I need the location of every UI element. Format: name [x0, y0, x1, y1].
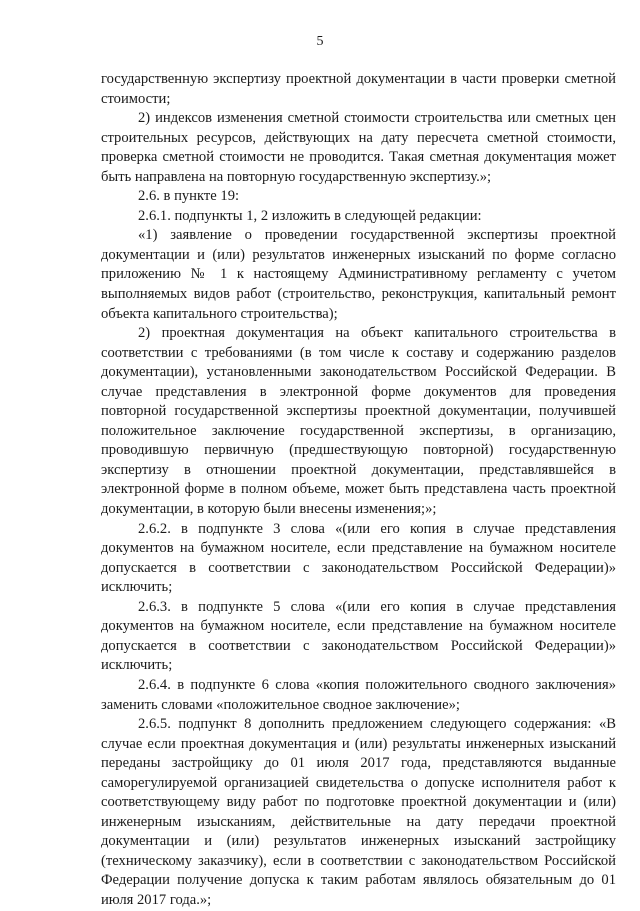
paragraph-subitem-1-application: «1) заявление о проведении государственной экспертизы проектной документации и (или) результатов инженерных изысканий по форме согласно приложению № 1 к настоящему Административному регламенту с учетом выполняемых видов работ (строительство, реконструкция, капитальный ремонт объекта капитального строительства); [101, 227, 616, 322]
paragraph-subitem-2-project-docs: 2) проектная документация на объект капитального строительства в соответствии с требованиями (в том числе к составу и содержанию разделов документации), установленными законодательством Российской Федерации. В случае представления в электронной форме документов для проведения повторной государственной экспертизы проектной документации, получившей положительное заключение государственной экспертизы, в организацию, проводившую первичную (предшествующую повторной) государственную экспертизу в отношении проектной документации, представлявшейся в электронной форме в полном объеме, может быть представлена часть проектной документации, в которую были внесены изменения;»; [101, 325, 616, 518]
page-number: 5 [316, 34, 324, 49]
paragraph-2-6-2: 2.6.2. в подпункте 3 слова «(или его копия в случае представления документов на бумажном носителе, если представление на бумажном носителе допускается в соответствии с законодательством Российской Федерации)» исключить; [101, 520, 616, 596]
paragraph-2-6-3: 2.6.3. в подпункте 5 слова «(или его копия в случае представления документов на бумажном носителе, если представление на бумажном носителе допускается в соответствии с законодательством Российской Федерации)» исключить; [101, 598, 616, 674]
paragraph-item-2-indexes: 2) индексов изменения сметной стоимости строительства или сметных цен строительных ресурсов, действующих на дату пересчета сметной стоимости, проверка сметной стоимости не проводится. Такая сметная документация может быть направлена на повторную государственную экспертизу.»; [101, 110, 616, 185]
paragraph-continuation: государственную экспертизу проектной документации в части проверки сметной стоимости; [101, 71, 616, 107]
paragraph-2-6-4: 2.6.4. в подпункте 6 слова «копия положительного сводного заключения» заменить словами «положительное сводное заключение»; [101, 676, 616, 713]
paragraph-2-6-1: 2.6.1. подпункты 1, 2 изложить в следующей редакции: [138, 207, 482, 224]
paragraph-2-6: 2.6. в пункте 19: [138, 188, 240, 205]
paragraph-2-6-5: 2.6.5. подпункт 8 дополнить предложением следующего содержания: «В случае если проектная документация и (или) результаты инженерных изысканий переданы застройщику до 01 июля 2017 года, представляются выданные саморегулируемой организацией свидетельства о допуске исполнителя работ к соответствующему виду работ по подготовке проектной документации и (или) инженерным изысканиям, действительные на дату передачи проектной документации и (или) результатов инженерных изысканий застройщику (техническому заказчику), если в соответствии с законодательством Российской Федерации получение допуска к таким работам являлось обязательным до 01 июля 2017 года.»; [101, 716, 616, 908]
document-body [101, 70, 616, 911]
